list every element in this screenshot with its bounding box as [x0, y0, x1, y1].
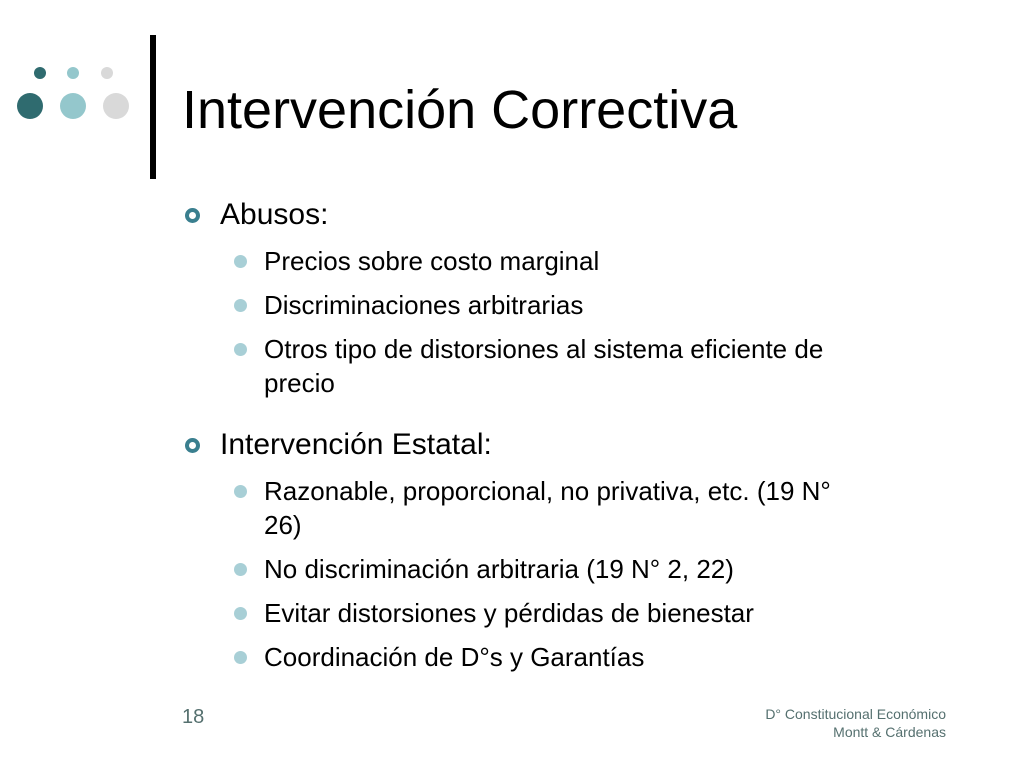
title-rule: [150, 35, 156, 179]
decorative-dot-large: [60, 93, 86, 119]
slide-title: Intervención Correctiva: [182, 80, 738, 140]
list-item: [182, 640, 864, 674]
list-item-text: Razonable, proporcional, no privativa, etc. (19 N° 26): [264, 476, 831, 540]
list-item-text: No discriminación arbitraria (19 N° 2, 22): [264, 554, 734, 584]
decorative-dot-small: [67, 67, 79, 79]
list-item-text: Precios sobre costo marginal: [264, 246, 600, 276]
section-heading-text: Abusos:: [220, 198, 329, 231]
footer-line: D° Constitucional Económico: [765, 706, 946, 722]
ring-bullet-icon: [185, 208, 200, 223]
dot-bullet-icon: [234, 299, 247, 312]
list-item-text: Evitar distorsiones y pérdidas de bienestar: [264, 598, 754, 628]
section-heading: [182, 426, 962, 464]
decorative-dot-small: [101, 67, 113, 79]
list-item: [182, 332, 864, 400]
section-heading: [182, 196, 962, 234]
list-item-text: Discriminaciones arbitrarias: [264, 290, 584, 320]
list-item: [182, 596, 864, 630]
list-item: [182, 474, 864, 542]
decorative-dot-small: [34, 67, 46, 79]
slide-content: [182, 196, 962, 674]
ring-bullet-icon: [185, 438, 200, 453]
list-item-text: Coordinación de D°s y Garantías: [264, 642, 645, 672]
list-item: [182, 244, 864, 278]
dot-bullet-icon: [234, 607, 247, 620]
footer-line: Montt & Cárdenas: [833, 724, 946, 740]
list-item-text: Otros tipo de distorsiones al sistema eficiente de precio: [264, 334, 824, 398]
footer-source: [765, 705, 946, 741]
dot-bullet-icon: [234, 651, 247, 664]
dot-bullet-icon: [234, 485, 247, 498]
decorative-dot-large: [103, 93, 129, 119]
dot-bullet-icon: [234, 255, 247, 268]
list-item: [182, 552, 864, 586]
dot-bullet-icon: [234, 343, 247, 356]
list-item: [182, 288, 864, 322]
dot-bullet-icon: [234, 563, 247, 576]
section-heading-text: Intervención Estatal:: [220, 428, 492, 461]
decorative-dot-large: [17, 93, 43, 119]
page-number: 18: [182, 706, 205, 728]
